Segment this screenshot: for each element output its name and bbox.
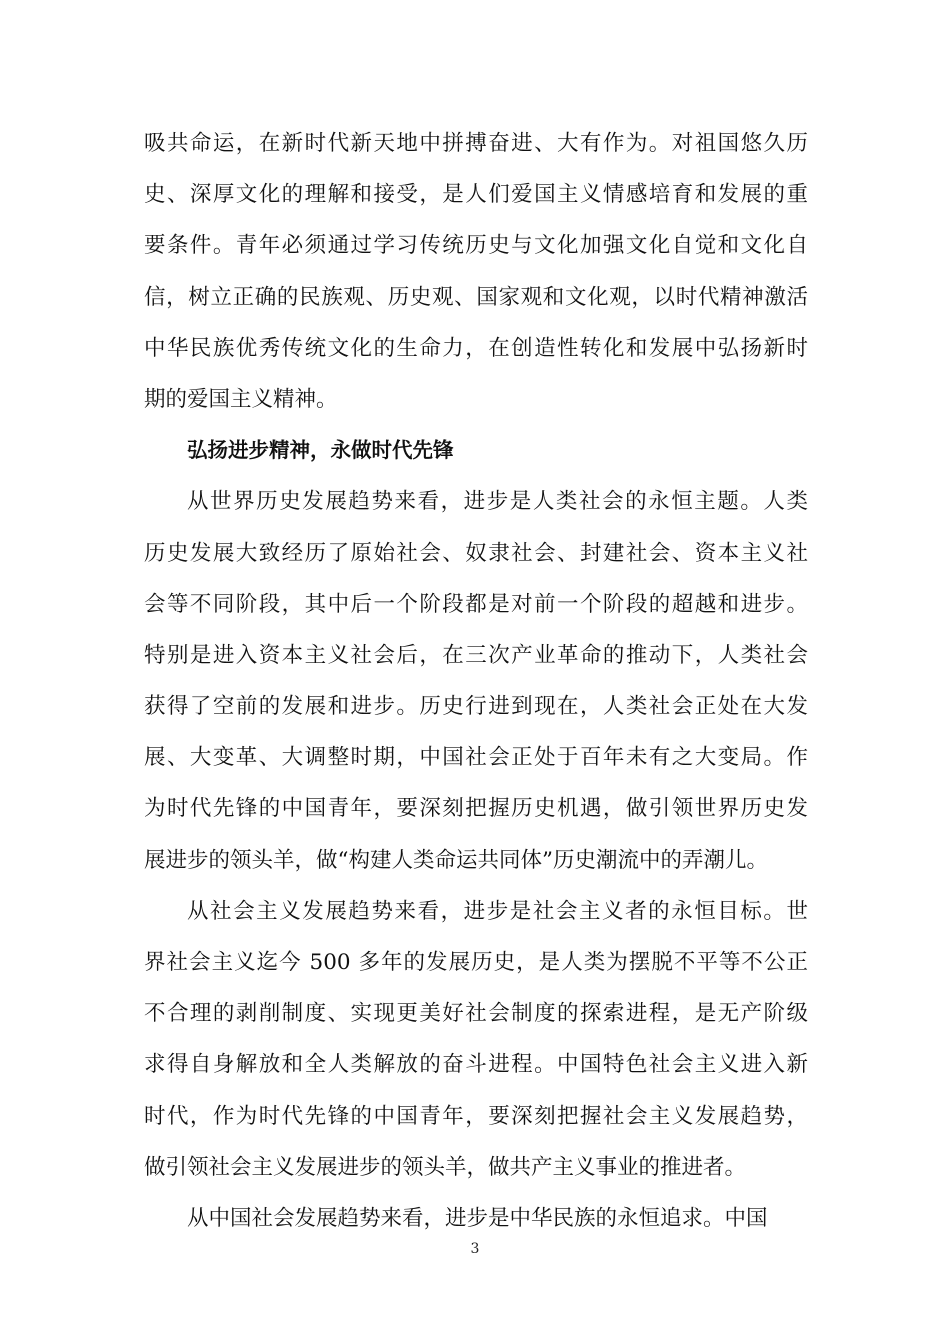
text-line: 从中国社会发展趋势来看，进步是中华民族的永恒追求。中国 xyxy=(187,1205,768,1231)
text-line: 为时代先锋的中国青年，要深刻把握历史机遇，做引领世界历史发 xyxy=(144,796,808,822)
text-line: 吸共命运，在新时代新天地中拼搏奋进、大有作为。对祖国悠久历 xyxy=(144,131,808,156)
text-line: 不合理的剥削制度、实现更美好社会制度的探索进程，是无产阶级 xyxy=(144,1001,808,1027)
text-line: 会等不同阶段，其中后一个阶段都是对前一个阶段的超越和进步。 xyxy=(144,591,808,617)
text-line: 获得了空前的发展和进步。历史行进到现在，人类社会正处在大发 xyxy=(144,694,808,720)
text-line: 展、大变革、大调整时期，中国社会正处于百年未有之大变局。作 xyxy=(144,745,808,771)
text-line: 史、深厚文化的理解和接受，是人们爱国主义情感培育和发展的重 xyxy=(144,182,808,208)
page-number: 3 xyxy=(470,1241,480,1257)
text-line: 特别是进入资本主义社会后，在三次产业革命的推动下，人类社会 xyxy=(144,642,808,668)
text-line: 展进步的领头羊，做“构建人类命运共同体”历史潮流中的弄潮儿。 xyxy=(144,847,768,873)
text-line: 求得自身解放和全人类解放的奋斗进程。中国特色社会主义进入新 xyxy=(144,1052,808,1078)
text-line: 界社会主义迄今 500 多年的发展历史，是人类为摆脱不平等不公正 xyxy=(144,950,808,975)
section-heading: 弘扬进步精神，永做时代先锋 xyxy=(187,438,454,463)
text-line: 期的爱国主义精神。 xyxy=(144,386,338,412)
text-line: 历史发展大致经历了原始社会、奴隶社会、封建社会、资本主义社 xyxy=(144,540,808,566)
text-line: 中华民族优秀传统文化的生命力，在创造性转化和发展中弘扬新时 xyxy=(144,335,808,361)
text-line: 时代，作为时代先锋的中国青年，要深刻把握社会主义发展趋势， xyxy=(144,1103,808,1129)
text-line: 要条件。青年必须通过学习传统历史与文化加强文化自觉和文化自 xyxy=(144,233,808,259)
text-line: 做引领社会主义发展进步的领头羊，做共产主义事业的推进者。 xyxy=(144,1154,747,1180)
document-body xyxy=(144,118,808,1244)
text-line: 信，树立正确的民族观、历史观、国家观和文化观，以时代精神激活 xyxy=(144,284,808,310)
text-line: 从社会主义发展趋势来看，进步是社会主义者的永恒目标。世 xyxy=(187,898,808,924)
text-line: 从世界历史发展趋势来看，进步是人类社会的永恒主题。人类 xyxy=(187,489,808,515)
